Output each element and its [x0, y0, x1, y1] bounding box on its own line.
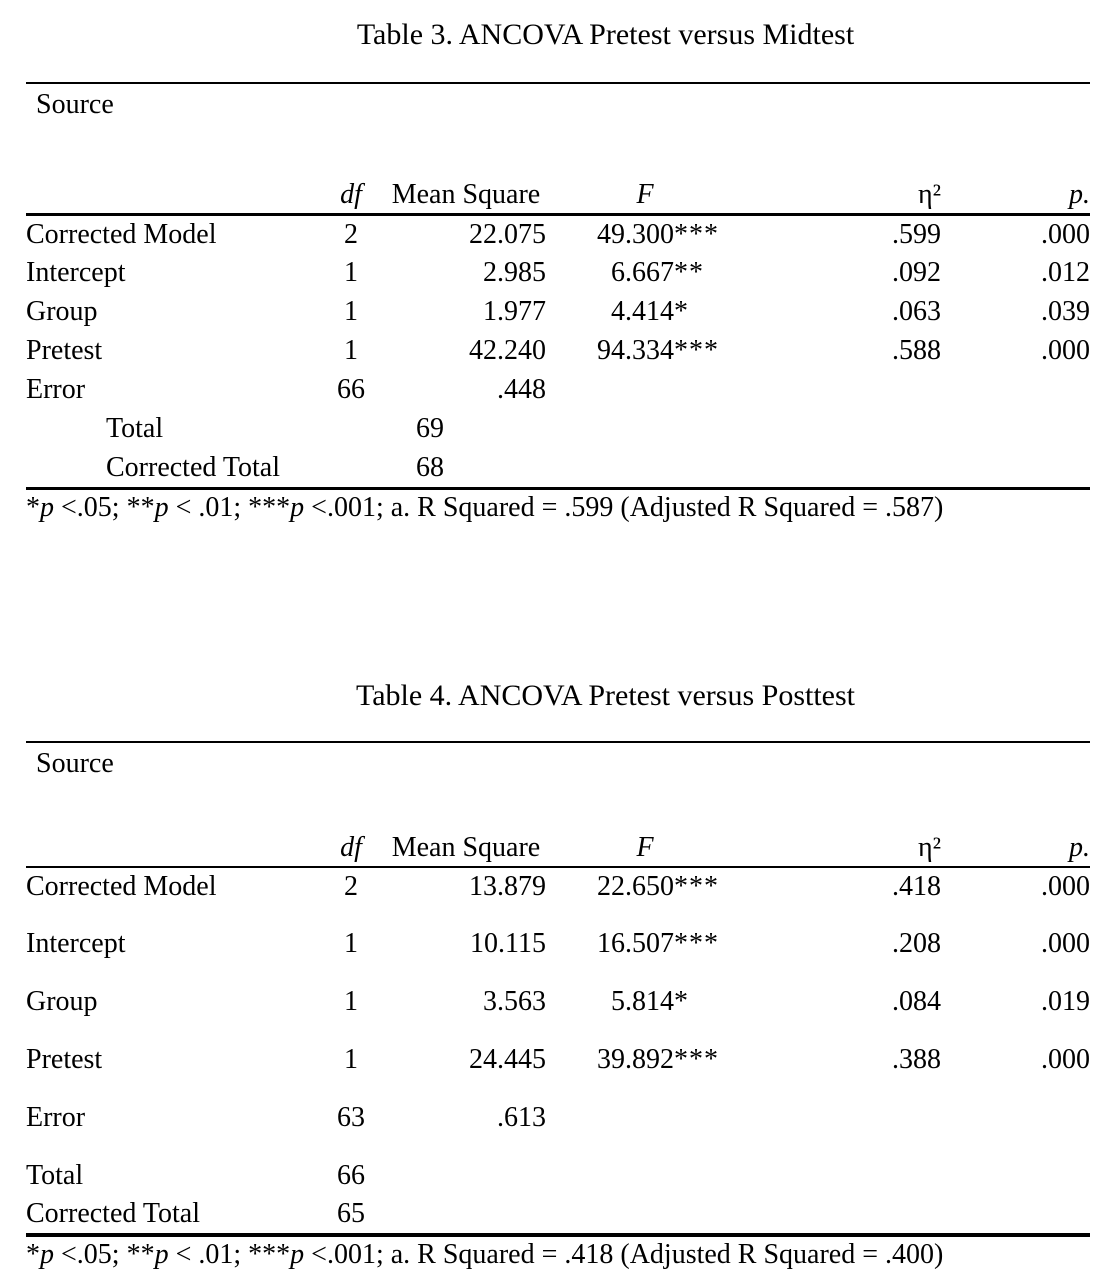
- cell-p: [941, 1157, 1090, 1195]
- column-header-mean-square: Mean Square: [386, 829, 546, 867]
- column-header-df: df: [316, 829, 386, 867]
- cell-f: [546, 371, 674, 410]
- table3-caption: Table 3. ANCOVA Pretest versus Midtest: [356, 18, 855, 51]
- cell-p: [941, 1099, 1090, 1157]
- cell-df: 66: [337, 374, 365, 405]
- cell-source: Pretest: [26, 1044, 103, 1075]
- cell-source: Total: [26, 1160, 84, 1191]
- cell-source: Corrected Total: [26, 449, 316, 489]
- cell-df: 63: [337, 1102, 365, 1133]
- cell-f: [546, 449, 674, 489]
- cell-significance: ***: [674, 1044, 719, 1075]
- cell-mean-square: 1.977: [483, 296, 546, 327]
- cell-f: 94.334: [597, 335, 674, 366]
- cell-mean-square: 22.075: [469, 219, 546, 250]
- footnote-part: p: [154, 1239, 169, 1270]
- cell-p: [941, 371, 1090, 410]
- table-row: [26, 867, 1090, 925]
- cell-df: 1: [344, 1044, 358, 1075]
- column-header-p: p.: [941, 829, 1090, 867]
- cell-f: [546, 1157, 674, 1195]
- table-row: [26, 1099, 1090, 1157]
- cell-eta-squared: .388: [892, 1044, 941, 1075]
- footnote-part: < .01;: [168, 1239, 249, 1270]
- cell-f: [546, 1195, 674, 1235]
- column-header-f: F: [546, 829, 744, 867]
- cell-df: 1: [344, 296, 358, 327]
- footnote-part: **: [126, 492, 155, 523]
- footnote-part: p: [154, 492, 169, 523]
- cell-eta-squared: [744, 1195, 941, 1235]
- footnote-part: < .01;: [168, 492, 249, 523]
- cell-f: 6.667: [611, 257, 674, 288]
- cell-p: .012: [1041, 257, 1091, 288]
- cell-p: .019: [1041, 986, 1091, 1017]
- column-header-eta-squared: η²: [744, 176, 941, 215]
- cell-p: [941, 410, 1090, 449]
- cell-eta-squared: .084: [892, 986, 941, 1017]
- footnote-part: *: [26, 492, 40, 523]
- cell-eta-squared: [744, 410, 941, 449]
- cell-p: [941, 1195, 1090, 1235]
- cell-eta-squared: .208: [892, 928, 941, 959]
- table-row: [26, 449, 1090, 489]
- cell-df: 1: [344, 335, 358, 366]
- cell-eta-squared: .588: [892, 335, 941, 366]
- table-row: [26, 742, 1090, 829]
- cell-source: Intercept: [26, 257, 126, 288]
- cell-f: [546, 410, 674, 449]
- cell-df: 66: [337, 1160, 365, 1191]
- footnote-part: p: [40, 492, 54, 523]
- cell-eta-squared: .092: [892, 257, 941, 288]
- table-row: [26, 925, 1090, 983]
- cell-mean-square: 3.563: [483, 986, 546, 1017]
- cell-significance: ***: [674, 335, 719, 366]
- table4-caption: Table 4. ANCOVA Pretest versus Posttest: [355, 679, 855, 712]
- cell-source: Group: [26, 296, 98, 327]
- table-row: [26, 1195, 1090, 1235]
- table-row: [26, 215, 1090, 255]
- cell-eta-squared: .063: [892, 296, 941, 327]
- cell-eta-squared: .418: [892, 871, 941, 902]
- column-header-source: [26, 829, 316, 867]
- cell-p: .000: [1041, 219, 1091, 250]
- cell-significance: [674, 410, 744, 449]
- table-row: [26, 983, 1090, 1041]
- column-header-df: df: [316, 176, 386, 215]
- cell-f: 39.892: [597, 1044, 674, 1075]
- cell-source: Total: [106, 413, 164, 444]
- column-header-f: F: [546, 176, 744, 215]
- cell-f: 4.414: [611, 296, 674, 327]
- cell-mean-square: .448: [497, 374, 546, 405]
- cell-df: 65: [316, 1195, 386, 1235]
- cell-significance: [674, 371, 744, 410]
- cell-eta-squared: .599: [892, 219, 941, 250]
- cell-source: Corrected Model: [26, 871, 217, 902]
- cell-significance: ***: [674, 219, 719, 250]
- cell-significance: ***: [674, 928, 719, 959]
- footnote-part: <.001; a. R Squared = .599 (Adjusted R Squared = .587): [304, 492, 944, 523]
- cell-f: 5.814: [611, 986, 674, 1017]
- cell-p: .000: [1041, 928, 1091, 959]
- cell-significance: *: [674, 986, 689, 1017]
- cell-significance: [674, 449, 744, 489]
- cell-df: 1: [344, 928, 358, 959]
- footnote-part: p: [40, 1239, 54, 1270]
- ancova-table-3: [26, 82, 1090, 490]
- cell-source: Corrected Total: [26, 1195, 316, 1235]
- cell-mean-square: 2.985: [483, 257, 546, 288]
- footnote-part: <.001; a. R Squared = .418 (Adjusted R Squared = .400): [304, 1239, 944, 1270]
- cell-eta-squared: [744, 371, 941, 410]
- cell-source: Group: [26, 986, 98, 1017]
- footnote-part: *: [26, 1239, 40, 1270]
- cell-source: Intercept: [26, 928, 126, 959]
- cell-source: Corrected Model: [26, 219, 217, 250]
- cell-p: [941, 449, 1090, 489]
- footnote-part: p: [290, 1239, 305, 1270]
- cell-df: [316, 449, 386, 489]
- ancova-table-4: [26, 741, 1090, 1237]
- cell-df-total: 69: [416, 413, 444, 444]
- cell-f: [546, 1099, 674, 1157]
- table-row: [26, 293, 1090, 332]
- source-label: Source: [26, 83, 1090, 176]
- cell-significance: **: [674, 257, 704, 288]
- cell-significance: *: [674, 296, 689, 327]
- cell-p: .000: [1041, 871, 1091, 902]
- table-row: [26, 1041, 1090, 1099]
- cell-source: Pretest: [26, 335, 103, 366]
- cell-p: .000: [1041, 335, 1091, 366]
- cell-mean-square: 42.240: [469, 335, 546, 366]
- footnote-part: <.05;: [54, 1239, 127, 1270]
- cell-mean-square: 13.879: [469, 871, 546, 902]
- cell-source: Error: [26, 374, 86, 405]
- table-header-row: [26, 829, 1090, 867]
- table3-block: [26, 0, 1090, 523]
- cell-significance: [674, 1099, 744, 1157]
- cell-df: 2: [344, 871, 358, 902]
- table-row: [26, 254, 1090, 293]
- column-header-source: [26, 176, 316, 215]
- table4-footnote: [26, 1240, 1090, 1270]
- footnote-part: ***: [248, 1239, 291, 1270]
- cell-df-total: 68: [386, 449, 546, 489]
- cell-mean-square: 10.115: [470, 928, 546, 959]
- table-row: [26, 371, 1090, 410]
- table-header-row: [26, 176, 1090, 215]
- cell-p: .000: [1041, 1044, 1091, 1075]
- cell-f: 22.650: [597, 871, 674, 902]
- cell-df: 1: [344, 257, 358, 288]
- table-row: [26, 83, 1090, 176]
- source-label: Source: [26, 742, 1090, 829]
- footnote-part: p: [290, 492, 305, 523]
- footnote-part: <.05;: [54, 492, 127, 523]
- column-header-mean-square: Mean Square: [386, 176, 546, 215]
- cell-f: 16.507: [597, 928, 674, 959]
- footnote-part: **: [126, 1239, 155, 1270]
- cell-p: .039: [1041, 296, 1091, 327]
- cell-f: 49.300: [597, 219, 674, 250]
- cell-significance: [674, 1195, 744, 1235]
- table-row: [26, 410, 1090, 449]
- cell-eta-squared: [744, 1099, 941, 1157]
- footnote-part: ***: [248, 492, 291, 523]
- cell-eta-squared: [744, 1157, 941, 1195]
- cell-df: [316, 410, 386, 449]
- table-row: [26, 332, 1090, 371]
- cell-significance: [674, 1157, 744, 1195]
- cell-mean-square: [386, 1157, 546, 1195]
- column-header-p: p.: [941, 176, 1090, 215]
- cell-significance: ***: [674, 871, 719, 902]
- cell-mean-square: .613: [497, 1102, 546, 1133]
- cell-eta-squared: [744, 449, 941, 489]
- cell-df: 2: [344, 219, 358, 250]
- cell-df: 1: [344, 986, 358, 1017]
- cell-mean-square: 24.445: [469, 1044, 546, 1075]
- table4-block: [26, 681, 1090, 1270]
- cell-source: Error: [26, 1102, 86, 1133]
- column-header-eta-squared: η²: [744, 829, 941, 867]
- cell-mean-square: [386, 1195, 546, 1235]
- table3-footnote: [26, 493, 1090, 523]
- table-row: [26, 1157, 1090, 1195]
